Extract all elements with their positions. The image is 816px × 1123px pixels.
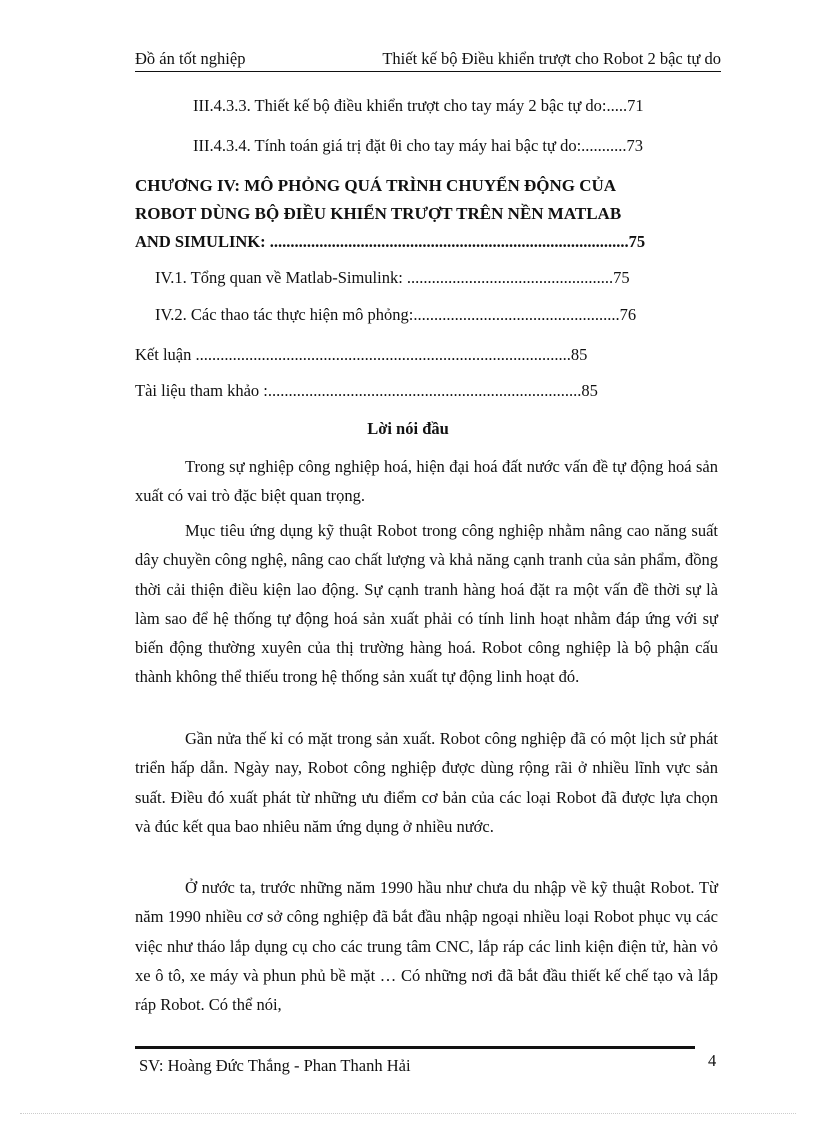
toc-chapter-line[interactable]: ROBOT DÙNG BỘ ĐIỀU KHIỂN TRƯỢT TRÊN NỀN MATLAB	[135, 204, 622, 223]
header-right-title: Thiết kế bộ Điều khiển trượt cho Robot 2 bậc tự do	[382, 49, 721, 68]
paragraph	[135, 452, 718, 511]
toc-chapter-line[interactable]: CHƯƠNG IV: MÔ PHỎNG QUÁ TRÌNH CHUYỂN ĐỘNG CỦA	[135, 176, 617, 195]
page-number: 4	[708, 1051, 717, 1070]
paragraph	[135, 516, 718, 692]
header-left-title: Đồ án tốt nghiệp	[135, 49, 246, 68]
page-header	[135, 49, 721, 72]
paragraph	[135, 873, 718, 1019]
toc-chapter-line[interactable]: AND SIMULINK: .......................................................................................75	[135, 232, 646, 251]
paragraph-text: Ở nước ta, trước những năm 1990 hầu như chưa du nhập về kỹ thuật Robot. Từ năm 1990 nhiều cơ sở công nghiệp đã bắt đầu nhập ngoại nhiều loại Robot phục vụ các việc như tháo lắp dụng cụ cho các trung tâm CNC, lắp ráp các linh kiện điện tử, hàn vỏ xe ô tô, xe máy và phun phủ bề mặt … Có những nơi đã bắt đầu thiết kế chế tạo và lắp ráp Robot. Có thể nói,	[135, 878, 718, 1015]
footer-rule	[135, 1046, 695, 1049]
paragraph	[135, 724, 718, 841]
paragraph-text: Trong sự nghiệp công nghiệp hoá, hiện đại hoá đất nước vấn đề tự động hoá sản xuất có vai trò đặc biệt quan trọng.	[135, 457, 718, 506]
toc-entry[interactable]: IV.2. Các thao tác thực hiện mô phỏng:..................................................76	[155, 305, 637, 324]
footer-authors: SV: Hoàng Đức Thắng - Phan Thanh Hải	[139, 1056, 411, 1075]
toc-entry[interactable]: III.4.3.4. Tính toán giá trị đặt θi cho tay máy hai bậc tự do:...........73	[193, 136, 644, 155]
preface-title: Lời nói đầu	[367, 419, 449, 438]
page-edge-divider	[20, 1113, 796, 1114]
paragraph-text: Mục tiêu ứng dụng kỹ thuật Robot trong công nghiệp nhằm nâng cao năng suất dây chuyền công nghệ, nâng cao chất lượng và khả năng cạnh tranh của sản phẩm, đồng thời cải thiện điều kiện lao động. Sự cạnh tranh hàng hoá đặt ra một vấn đề thời sự là làm sao để hệ thống tự động hoá sản xuất phải có tính linh hoạt nhằm đáp ứng với sự biến động thường xuyên của thị trường hàng hoá. Robot công nghiệp là bộ phận cấu thành không thể thiếu trong hệ thống sản xuất tự động linh hoạt đó.	[135, 521, 718, 687]
toc-entry[interactable]: Kết luận ...........................................................................................85	[135, 345, 588, 364]
toc-entry[interactable]: III.4.3.3. Thiết kế bộ điều khiển trượt cho tay máy 2 bậc tự do:.....71	[193, 96, 644, 115]
toc-entry[interactable]: Tài liệu tham khảo :............................................................................85	[135, 381, 598, 400]
toc-entry[interactable]: IV.1. Tổng quan về Matlab-Simulink: ..................................................75	[155, 268, 630, 287]
paragraph-text: Gần nửa thế kỉ có mặt trong sản xuất. Robot công nghiệp đã có một lịch sử phát triển hấp dẫn. Ngày nay, Robot công nghiệp được dùng rộng rãi ở nhiều lĩnh vực sản suất. Điều đó xuất phát từ những ưu điểm cơ bản của các loại Robot đã được lựa chọn và đúc kết qua bao nhiêu năm ứng dụng ở nhiều nước.	[135, 729, 718, 836]
